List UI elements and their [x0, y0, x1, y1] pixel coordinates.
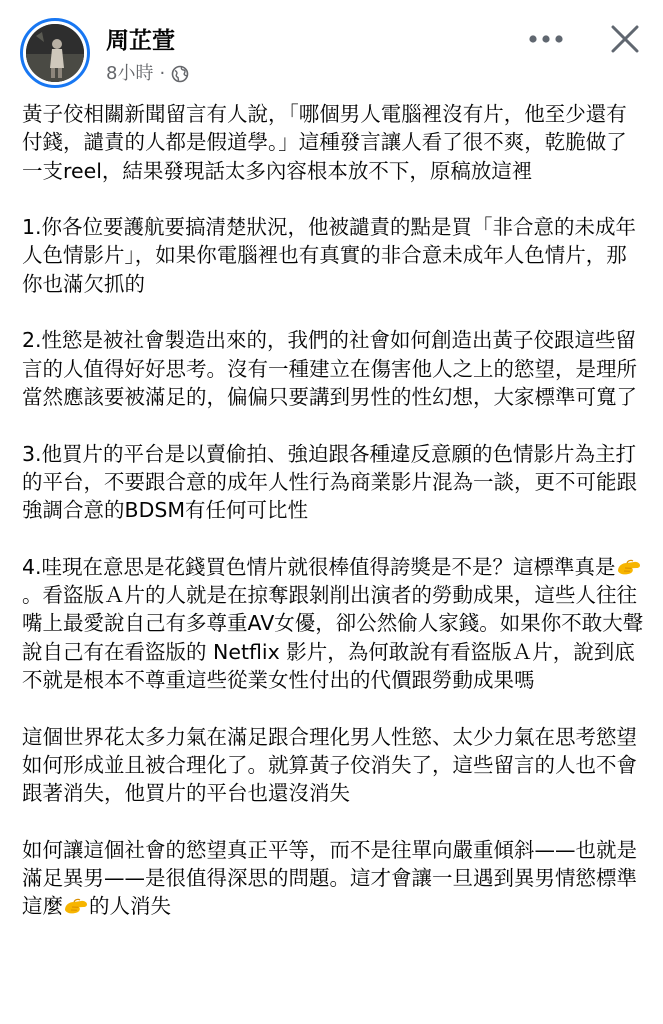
paragraph-text: 。看盜版Ａ片的人就是在掠奪跟剝削出演者的勞動成果，這些人往往嘴上最愛說自己有多尊重AV女優，卻公然偷人家錢。如果你不敢大聲說自己有在看盜版的 Netflix 影片，為何敢說有看盜版Ａ片，說到底不就是根本不尊重這些從業女性付出的代價跟勞動成果嗎: [22, 583, 644, 692]
close-button[interactable]: [604, 18, 646, 60]
paragraph-text: 如何讓這個社會的慾望真正平等，而不是往單向嚴重傾斜——也就是滿足異男——是很值得深思的問題。這才會讓一旦遇到異男情慾標準這麼: [22, 837, 637, 919]
meta-separator: ·: [159, 63, 166, 84]
post-header: [0, 0, 663, 96]
more-options-icon: [528, 34, 564, 44]
more-options-button[interactable]: [524, 22, 568, 56]
pinched-fingers-emoji-icon: [63, 895, 89, 915]
post-timestamp[interactable]: 8小時: [106, 63, 154, 84]
paragraph-text: 的人消失: [89, 894, 171, 919]
post-meta: [106, 62, 189, 86]
post-paragraph-intro: 黃子佼相關新聞留言有人說，「哪個男人電腦裡沒有片，他至少還有付錢，譴責的人都是假道學。」這種發言讓人看了很不爽，乾脆做了一支reel，結果發現話太多內容根本放不下，原稿放這裡: [22, 102, 627, 183]
post-paragraph-point-1: 1.你各位要護航要搞清楚狀況，他被譴責的點是買「非合意的未成年人色情影片」，如果你電腦裡也有真實的非合意未成年人色情片，那你也滿欠抓的: [22, 215, 637, 296]
pinched-fingers-emoji-icon: [616, 556, 642, 576]
post-paragraph-6: 這個世界花太多力氣在滿足跟合理化男人性慾、太少力氣在思考慾望如何形成並且被合理化了。就算黃子佼消失了，這些留言的人也不會跟著消失，他買片的平台也還沒消失: [22, 724, 637, 806]
post-paragraph-point-3: 3.他買片的平台是以賣偷拍、強迫跟各種違反意願的色情影片為主打的平台，不要跟合意的成年人性行為商業影片混為一談，更不可能跟強調合意的BDSM有任何可比性: [22, 441, 637, 523]
post-body: [22, 100, 647, 921]
author-name[interactable]: 周芷萱: [106, 28, 175, 54]
post-paragraph-7: [22, 836, 647, 921]
close-icon: [610, 24, 640, 54]
avatar-photo-icon: [26, 24, 84, 82]
post-paragraph-point-4: [22, 553, 647, 694]
avatar[interactable]: [20, 18, 90, 88]
avatar-photo: [26, 24, 84, 82]
paragraph-text: 4.哇現在意思是花錢買色情片就很棒值得誇獎是不是？這標準真是: [22, 554, 616, 579]
post-paragraph-point-2: 2.性慾是被社會製造出來的，我們的社會如何創造出黃子佼跟這些留言的人值得好好思考。沒有一種建立在傷害他人之上的慾望，是理所當然應該要被滿足的，偏偏只要講到男性的性幻想，大家標準可寬了: [22, 328, 637, 409]
globe-icon[interactable]: [171, 65, 189, 83]
